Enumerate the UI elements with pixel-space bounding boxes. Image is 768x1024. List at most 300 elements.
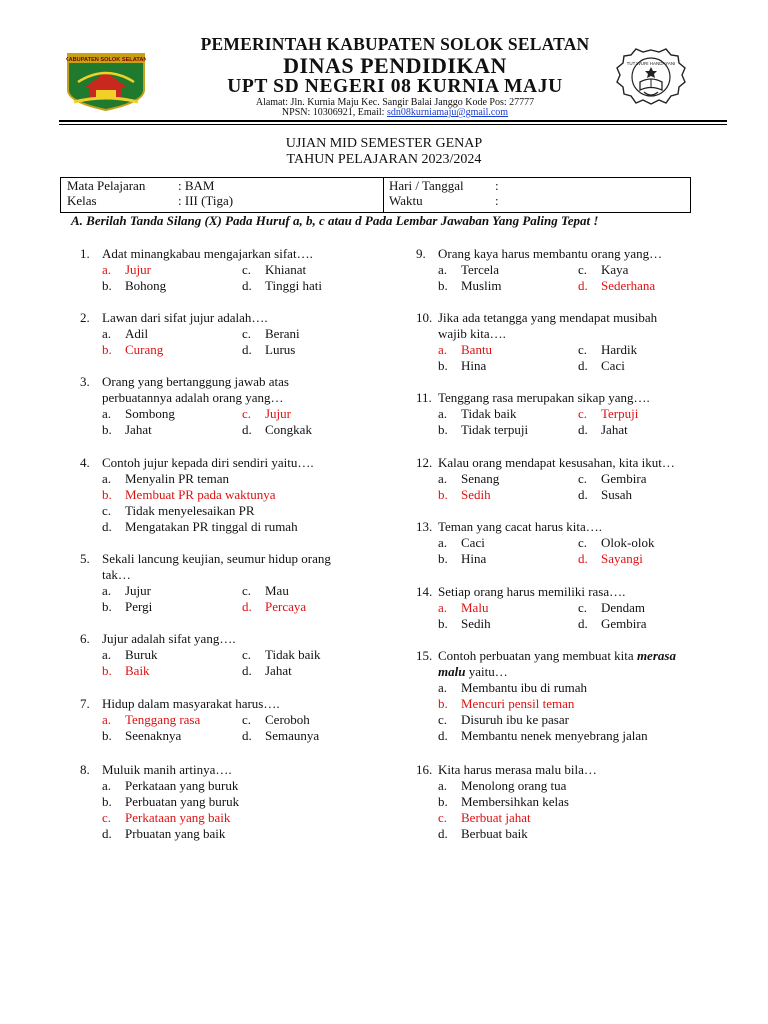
exam-title: UJIAN MID SEMESTER GENAP bbox=[285, 136, 483, 151]
section-instruction: A. Berilah Tanda Silang (X) Pada Huruf a, b, c atau d Pada Lembar Jawaban Yang Paling Tepat ! bbox=[71, 213, 599, 228]
option-text: Terpuji bbox=[601, 406, 639, 421]
question-text bbox=[102, 762, 380, 778]
option-text: Tercela bbox=[461, 262, 500, 277]
answer-option-a[interactable] bbox=[438, 262, 499, 278]
option-letter: a. bbox=[102, 406, 112, 421]
header-school-name: UPT SD NEGERI 08 KURNIA MAJU bbox=[227, 76, 563, 97]
option-text: Sayangi bbox=[601, 551, 643, 566]
header-contact bbox=[130, 107, 660, 118]
question-emphasis: merasa bbox=[636, 648, 676, 663]
question-text bbox=[438, 455, 716, 471]
option-letter: b. bbox=[102, 422, 112, 437]
option-letter: d. bbox=[242, 278, 252, 293]
option-letter: b. bbox=[438, 358, 448, 373]
option-letter: c. bbox=[578, 600, 588, 615]
question-text-line: perbuatannya adalah orang yang… bbox=[102, 390, 284, 405]
question-number: 14. bbox=[416, 584, 433, 599]
option-text: Tidak baik bbox=[461, 406, 517, 421]
info-table-divider bbox=[383, 178, 384, 212]
question-7 bbox=[80, 696, 380, 744]
option-letter: b. bbox=[438, 551, 448, 566]
option-text: Pergi bbox=[125, 599, 153, 614]
question-text bbox=[102, 310, 380, 326]
option-letter: c. bbox=[242, 406, 252, 421]
option-text: Sederhana bbox=[601, 278, 656, 293]
option-text: Jahat bbox=[265, 663, 292, 678]
question-9 bbox=[416, 246, 716, 294]
option-text: Hardik bbox=[601, 342, 638, 357]
answer-option-c[interactable] bbox=[578, 535, 654, 551]
option-letter: a. bbox=[438, 535, 448, 550]
option-letter: c. bbox=[242, 583, 252, 598]
answer-option-b[interactable] bbox=[102, 278, 166, 294]
option-text: Caci bbox=[601, 358, 625, 373]
option-letter: b. bbox=[102, 728, 112, 743]
subject-value: : BAM bbox=[178, 178, 215, 193]
option-text: Mengatakan PR tinggal di rumah bbox=[125, 519, 298, 534]
answer-option-c[interactable] bbox=[578, 471, 646, 487]
question-text-line: Contoh perbuatan yang membuat kita bbox=[438, 648, 637, 663]
option-letter: a. bbox=[102, 712, 112, 727]
answer-option-b[interactable] bbox=[438, 278, 501, 294]
answer-option-c[interactable] bbox=[578, 342, 637, 358]
option-letter: c. bbox=[242, 712, 252, 727]
option-text: Tenggang rasa bbox=[125, 712, 201, 727]
option-text: Jahat bbox=[601, 422, 628, 437]
option-text: Baik bbox=[125, 663, 150, 678]
option-letter: d. bbox=[102, 826, 112, 841]
question-number: 12. bbox=[416, 455, 433, 470]
question-1 bbox=[80, 246, 380, 294]
time-label: Waktu bbox=[389, 193, 423, 208]
option-text: Berbuat jahat bbox=[461, 810, 531, 825]
option-letter: d. bbox=[578, 422, 588, 437]
class-label: Kelas bbox=[67, 193, 97, 208]
option-text: Hina bbox=[461, 551, 487, 566]
option-letter: d. bbox=[438, 728, 448, 743]
option-letter: d. bbox=[438, 826, 448, 841]
answer-option-d[interactable] bbox=[578, 487, 632, 503]
header-government: PEMERINTAH KABUPATEN SOLOK SELATAN bbox=[200, 34, 590, 54]
question-number: 5. bbox=[80, 551, 90, 566]
answer-options bbox=[102, 326, 380, 358]
option-text: Lurus bbox=[265, 342, 296, 357]
answer-options bbox=[102, 647, 380, 679]
answer-option-c[interactable] bbox=[438, 712, 569, 728]
answer-option-d[interactable] bbox=[578, 278, 655, 294]
question-text-line: Muluik manih artinya…. bbox=[102, 762, 232, 777]
question-text bbox=[438, 390, 716, 406]
exam-year: TAHUN PELAJARAN 2023/2024 bbox=[286, 152, 482, 167]
question-number: 10. bbox=[416, 310, 433, 325]
option-text: Seenaknya bbox=[125, 728, 182, 743]
question-number: 2. bbox=[80, 310, 90, 325]
option-letter: a. bbox=[438, 342, 448, 357]
option-letter: c. bbox=[242, 326, 252, 341]
question-text bbox=[438, 310, 716, 342]
answer-option-a[interactable] bbox=[102, 712, 200, 728]
question-text bbox=[102, 551, 380, 583]
option-letter: b. bbox=[438, 616, 448, 631]
answer-option-c[interactable] bbox=[438, 810, 531, 826]
answer-option-d[interactable] bbox=[242, 342, 295, 358]
question-12 bbox=[416, 455, 716, 503]
answer-option-c[interactable] bbox=[242, 712, 310, 728]
answer-option-a[interactable] bbox=[438, 406, 517, 422]
header-rule-thick bbox=[59, 120, 727, 122]
question-text bbox=[102, 374, 380, 406]
header-npsn: NPSN: 10306921, Email: bbox=[281, 107, 387, 118]
option-letter: d. bbox=[242, 663, 252, 678]
option-letter: b. bbox=[438, 487, 448, 502]
question-16 bbox=[416, 762, 716, 842]
option-letter: c. bbox=[578, 342, 588, 357]
answer-option-d[interactable] bbox=[578, 616, 646, 632]
answer-options bbox=[102, 712, 380, 744]
answer-options bbox=[438, 406, 716, 438]
option-letter: a. bbox=[102, 471, 112, 486]
question-8 bbox=[80, 762, 380, 842]
option-letter: b. bbox=[102, 599, 112, 614]
answer-option-d[interactable] bbox=[242, 422, 312, 438]
answer-option-a[interactable] bbox=[102, 583, 151, 599]
option-text: Malu bbox=[461, 600, 489, 615]
question-10 bbox=[416, 310, 716, 374]
answer-option-d[interactable] bbox=[242, 663, 292, 679]
question-text-line: tak… bbox=[102, 567, 131, 582]
option-text: Khianat bbox=[265, 262, 307, 277]
day-date-value: : bbox=[495, 178, 499, 193]
answer-option-c[interactable] bbox=[242, 406, 291, 422]
exam-info-table bbox=[60, 177, 691, 213]
answer-option-a[interactable] bbox=[438, 778, 566, 794]
answer-option-a[interactable] bbox=[438, 342, 492, 358]
option-letter: c. bbox=[578, 262, 588, 277]
question-text-line: Jujur adalah sifat yang…. bbox=[102, 631, 236, 646]
option-text: Olok-olok bbox=[601, 535, 655, 550]
answer-option-c[interactable] bbox=[578, 600, 645, 616]
time-value: : bbox=[495, 193, 499, 208]
question-5 bbox=[80, 551, 380, 615]
question-text-line: Orang yang bertanggung jawab atas bbox=[102, 374, 289, 389]
answer-option-b[interactable] bbox=[102, 422, 152, 438]
option-text: Tidak baik bbox=[265, 647, 321, 662]
question-2 bbox=[80, 310, 380, 358]
option-letter: c. bbox=[438, 712, 448, 727]
logo-banner-text: KABUPATEN SOLOK SELATAN bbox=[66, 57, 146, 63]
answer-option-b[interactable] bbox=[438, 358, 486, 374]
option-letter: a. bbox=[438, 262, 448, 277]
option-text: Prbuatan yang baik bbox=[125, 826, 226, 841]
option-text: Jujur bbox=[125, 583, 151, 598]
answer-option-c[interactable] bbox=[102, 810, 230, 826]
answer-option-d[interactable] bbox=[242, 599, 306, 615]
option-text: Gembira bbox=[601, 471, 647, 486]
option-text: Buruk bbox=[125, 647, 158, 662]
question-number: 9. bbox=[416, 246, 426, 261]
option-letter: b. bbox=[438, 696, 448, 711]
question-text bbox=[438, 762, 716, 778]
question-number: 13. bbox=[416, 519, 433, 534]
answer-option-b[interactable] bbox=[438, 616, 491, 632]
answer-option-a[interactable] bbox=[102, 647, 158, 663]
option-letter: d. bbox=[578, 278, 588, 293]
option-text: Perkataan yang baik bbox=[125, 810, 231, 825]
option-letter: a. bbox=[102, 262, 112, 277]
option-text: Semaunya bbox=[265, 728, 320, 743]
question-3 bbox=[80, 374, 380, 438]
option-text: Bohong bbox=[125, 278, 167, 293]
question-number: 6. bbox=[80, 631, 90, 646]
subject-label: Mata Pelajaran bbox=[67, 178, 146, 193]
answer-option-d[interactable] bbox=[578, 422, 628, 438]
answer-option-d[interactable] bbox=[102, 826, 225, 842]
header-department: DINAS PENDIDIKAN bbox=[283, 53, 507, 78]
question-text bbox=[438, 246, 716, 262]
option-text: Membantu nenek menyebrang jalan bbox=[461, 728, 648, 743]
option-text: Hina bbox=[461, 358, 487, 373]
option-letter: d. bbox=[242, 599, 252, 614]
option-text: Membersihkan kelas bbox=[461, 794, 569, 809]
answer-option-a[interactable] bbox=[102, 471, 229, 487]
question-11 bbox=[416, 390, 716, 438]
option-text: Adil bbox=[125, 326, 149, 341]
option-letter: a. bbox=[438, 680, 448, 695]
option-text: Disuruh ibu ke pasar bbox=[461, 712, 569, 727]
option-letter: b. bbox=[102, 663, 112, 678]
question-text bbox=[438, 584, 716, 600]
answer-options bbox=[438, 600, 716, 632]
answer-option-a[interactable] bbox=[438, 680, 587, 696]
option-text: Mau bbox=[265, 583, 289, 598]
question-6 bbox=[80, 631, 380, 679]
right-logo-motto: TUT WURI HANDAYANI bbox=[626, 61, 676, 66]
option-text: Kaya bbox=[601, 262, 629, 277]
header-email-link[interactable]: sdn08kurniamaju@gmail.com bbox=[386, 107, 509, 118]
option-letter: c. bbox=[242, 647, 252, 662]
option-text: Menyalin PR teman bbox=[125, 471, 229, 486]
option-text: Susah bbox=[601, 487, 633, 502]
option-letter: d. bbox=[578, 551, 588, 566]
option-letter: c. bbox=[578, 406, 588, 421]
option-text: Congkak bbox=[265, 422, 312, 437]
class-value: : III (Tiga) bbox=[178, 193, 234, 208]
header-rule-thin bbox=[59, 124, 727, 125]
answer-option-a[interactable] bbox=[102, 778, 238, 794]
question-text-line: yaitu… bbox=[465, 664, 508, 679]
option-letter: b. bbox=[102, 342, 112, 357]
option-text: Bantu bbox=[461, 342, 493, 357]
option-text: Menolong orang tua bbox=[461, 778, 567, 793]
question-14 bbox=[416, 584, 716, 632]
option-text: Berani bbox=[265, 326, 300, 341]
answer-options bbox=[102, 778, 380, 842]
question-text-line: Adat minangkabau mengajarkan sifat…. bbox=[102, 246, 313, 261]
answer-options bbox=[438, 471, 716, 503]
option-text: Membantu ibu di rumah bbox=[461, 680, 588, 695]
question-number: 7. bbox=[80, 696, 90, 711]
answer-option-b[interactable] bbox=[438, 487, 491, 503]
answer-option-d[interactable] bbox=[578, 358, 625, 374]
answer-option-b[interactable] bbox=[438, 422, 528, 438]
option-letter: c. bbox=[578, 535, 588, 550]
option-letter: a. bbox=[102, 778, 112, 793]
answer-option-a[interactable] bbox=[102, 406, 175, 422]
option-letter: a. bbox=[438, 406, 448, 421]
option-letter: c. bbox=[438, 810, 448, 825]
question-text-line: Kalau orang mendapat kesusahan, kita ikut… bbox=[438, 455, 675, 470]
answer-option-b[interactable] bbox=[102, 794, 239, 810]
option-text: Berbuat baik bbox=[461, 826, 528, 841]
question-number: 11. bbox=[416, 390, 432, 405]
question-text-line: Jika ada tetangga yang mendapat musibah bbox=[438, 310, 658, 325]
answer-option-b[interactable] bbox=[102, 342, 163, 358]
question-text bbox=[102, 631, 380, 647]
answer-options bbox=[102, 471, 380, 535]
answer-option-a[interactable] bbox=[438, 471, 499, 487]
option-letter: b. bbox=[438, 794, 448, 809]
option-text: Jujur bbox=[265, 406, 291, 421]
question-text-line: Hidup dalam masyarakat harus…. bbox=[102, 696, 280, 711]
option-letter: d. bbox=[242, 422, 252, 437]
option-letter: a. bbox=[438, 600, 448, 615]
option-text: Ceroboh bbox=[265, 712, 310, 727]
question-text bbox=[102, 696, 380, 712]
question-text-line: Sekali lancung keujian, seumur hidup orang bbox=[102, 551, 331, 566]
answer-option-c[interactable] bbox=[102, 503, 255, 519]
option-letter: d. bbox=[102, 519, 112, 534]
day-date-label: Hari / Tanggal bbox=[389, 178, 464, 193]
answer-option-d[interactable] bbox=[242, 278, 322, 294]
question-13 bbox=[416, 519, 716, 567]
question-15 bbox=[416, 648, 716, 744]
option-text: Mencuri pensil teman bbox=[461, 696, 575, 711]
question-text-line: wajib kita…. bbox=[438, 326, 506, 341]
option-text: Senang bbox=[461, 471, 500, 486]
option-letter: a. bbox=[102, 647, 112, 662]
option-text: Sedih bbox=[461, 487, 491, 502]
answer-option-b[interactable] bbox=[102, 728, 181, 744]
option-letter: c. bbox=[242, 262, 252, 277]
option-text: Jujur bbox=[125, 262, 151, 277]
option-text: Muslim bbox=[461, 278, 502, 293]
question-text-line: Orang kaya harus membantu orang yang… bbox=[438, 246, 663, 261]
question-4 bbox=[80, 455, 380, 535]
answer-option-a[interactable] bbox=[438, 600, 488, 616]
answer-options bbox=[438, 680, 716, 744]
question-number: 16. bbox=[416, 762, 433, 777]
answer-option-a[interactable] bbox=[438, 535, 485, 551]
option-text: Jahat bbox=[125, 422, 152, 437]
question-emphasis: malu bbox=[438, 664, 466, 679]
answer-option-b[interactable] bbox=[438, 551, 486, 567]
option-letter: c. bbox=[578, 471, 588, 486]
answer-option-c[interactable] bbox=[242, 262, 306, 278]
answer-options bbox=[438, 778, 716, 842]
option-text: Perkataan yang buruk bbox=[125, 778, 239, 793]
answer-option-b[interactable] bbox=[102, 663, 150, 679]
answer-option-d[interactable] bbox=[242, 728, 319, 744]
question-text-line: Setiap orang harus memiliki rasa…. bbox=[438, 584, 626, 599]
question-number: 3. bbox=[80, 374, 90, 389]
answer-option-d[interactable] bbox=[102, 519, 298, 535]
option-letter: a. bbox=[102, 583, 112, 598]
question-text bbox=[102, 455, 380, 471]
option-letter: c. bbox=[102, 503, 112, 518]
option-text: Caci bbox=[461, 535, 485, 550]
option-letter: b. bbox=[102, 794, 112, 809]
option-letter: d. bbox=[578, 616, 588, 631]
option-letter: b. bbox=[438, 278, 448, 293]
option-letter: d. bbox=[578, 487, 588, 502]
question-number: 4. bbox=[80, 455, 90, 470]
question-text-line: Teman yang cacat harus kita…. bbox=[438, 519, 603, 534]
answer-option-a[interactable] bbox=[102, 262, 151, 278]
option-letter: d. bbox=[578, 358, 588, 373]
option-text: Sedih bbox=[461, 616, 491, 631]
option-letter: a. bbox=[438, 471, 448, 486]
option-text: Gembira bbox=[601, 616, 647, 631]
question-text bbox=[438, 519, 716, 535]
question-number: 8. bbox=[80, 762, 90, 777]
answer-option-c[interactable] bbox=[242, 326, 300, 342]
option-letter: d. bbox=[242, 728, 252, 743]
answer-options bbox=[102, 406, 380, 438]
answer-option-b[interactable] bbox=[438, 794, 569, 810]
option-letter: b. bbox=[102, 278, 112, 293]
answer-option-b[interactable] bbox=[102, 599, 152, 615]
answer-options bbox=[438, 535, 716, 567]
header-address: Alamat: Jln. Kurnia Maju Kec. Sangir Balai Janggo Kode Pos: 27777 bbox=[255, 97, 535, 108]
question-text-line: Lawan dari sifat jujur adalah…. bbox=[102, 310, 268, 325]
option-text: Membuat PR pada waktunya bbox=[125, 487, 276, 502]
answer-option-b[interactable] bbox=[438, 696, 574, 712]
option-letter: a. bbox=[102, 326, 112, 341]
answer-option-c[interactable] bbox=[578, 262, 628, 278]
option-text: Perbuatan yang buruk bbox=[125, 794, 240, 809]
answer-option-c[interactable] bbox=[242, 647, 321, 663]
option-letter: b. bbox=[102, 487, 112, 502]
answer-options bbox=[438, 262, 716, 294]
answer-option-a[interactable] bbox=[102, 326, 148, 342]
option-text: Dendam bbox=[601, 600, 646, 615]
option-letter: a. bbox=[438, 778, 448, 793]
answer-options bbox=[102, 262, 380, 294]
question-text bbox=[438, 648, 716, 680]
option-text: Tidak menyelesaikan PR bbox=[125, 503, 255, 518]
option-letter: c. bbox=[102, 810, 112, 825]
answer-option-d[interactable] bbox=[438, 826, 528, 842]
answer-option-d[interactable] bbox=[578, 551, 643, 567]
answer-option-b[interactable] bbox=[102, 487, 276, 503]
answer-option-c[interactable] bbox=[242, 583, 289, 599]
answer-option-d[interactable] bbox=[438, 728, 648, 744]
answer-options bbox=[438, 342, 716, 374]
answer-option-c[interactable] bbox=[578, 406, 638, 422]
option-text: Sombong bbox=[125, 406, 175, 421]
question-text bbox=[102, 246, 380, 262]
option-text: Curang bbox=[125, 342, 164, 357]
option-text: Tidak terpuji bbox=[461, 422, 529, 437]
question-text-line: Contoh jujur kepada diri sendiri yaitu…. bbox=[102, 455, 314, 470]
option-letter: b. bbox=[438, 422, 448, 437]
question-number: 1. bbox=[80, 246, 90, 261]
option-text: Percaya bbox=[265, 599, 307, 614]
question-text-line: Kita harus merasa malu bila… bbox=[438, 762, 597, 777]
option-text: Tinggi hati bbox=[265, 278, 322, 293]
question-number: 15. bbox=[416, 648, 433, 663]
question-text-line: Tenggang rasa merupakan sikap yang…. bbox=[438, 390, 650, 405]
